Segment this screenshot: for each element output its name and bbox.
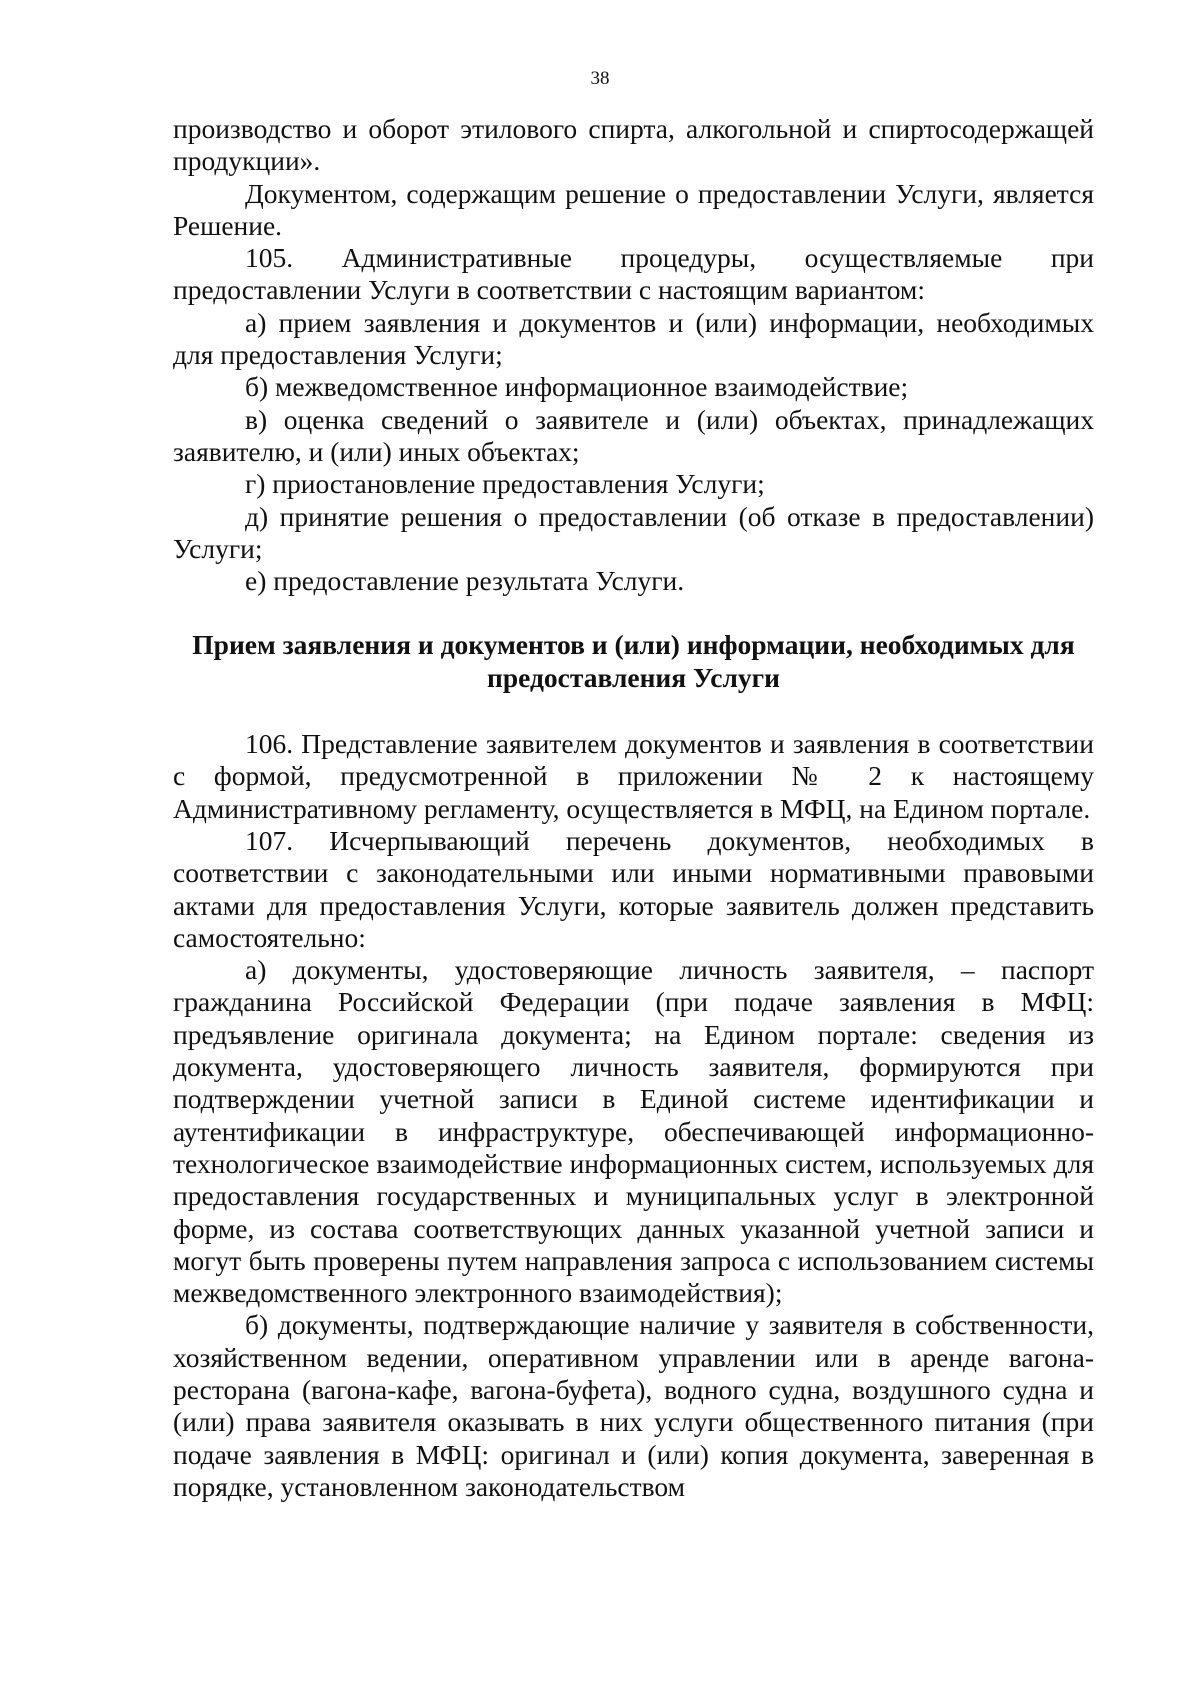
paragraph-106: 106. Представление заявителем документов и заявления в соответствии с формой, предусмотренной в приложении № 2 к настоящему Административному регламенту, осуществляется в МФЦ, на Едином портале.: [173, 728, 1094, 824]
list-item-105-a: а) прием заявления и документов и (или) информации, необходимых для предоставления Услуги;: [173, 306, 1094, 371]
paragraph-continuation: производство и оборот этилового спирта, алкогольной и спиртосодержащей продукции».: [173, 113, 1094, 177]
paragraph-105: 105. Административные процедуры, осуществляемые при предоставлении Услуги в соответствии с настоящим вариантом:: [173, 242, 1094, 306]
paragraph-decision-document: Документом, содержащим решение о предоставлении Услуги, является Решение.: [173, 177, 1094, 241]
list-item-105-g: г) приостановление предоставления Услуги;: [245, 468, 765, 500]
page-content: [173, 113, 1094, 1503]
section-heading: Прием заявления и документов и (или) информации, необходимых для предоставления Услуги: [192, 629, 1075, 693]
paragraph-107: 107. Исчерпывающий перечень документов, необходимых в соответствии с законодательными или иными нормативными правовыми актами для предоставления Услуги, которые заявитель должен представить самостоятельно:: [173, 824, 1094, 953]
list-item-107-b: б) документы, подтверждающие наличие у заявителя в собственности, хозяйственном ведении, оперативном управлении или в аренде вагона-ресторана (вагона-кафе, вагона-буфета), водного судна, воздушного судна и (или) права заявителя оказывать в них услуги общественного питания (при подаче заявления в МФЦ: оригинал и (или) копия документа, заверенная в порядке, установленном законодательством: [173, 1309, 1094, 1502]
list-item-105-v: в) оценка сведений о заявителе и (или) объектах, принадлежащих заявителю, и (или) иных объектах;: [173, 403, 1094, 467]
list-item-105-b: б) межведомственное информационное взаимодействие;: [245, 371, 909, 403]
list-item-105-d: д) принятие решения о предоставлении (об отказе в предоставлении) Услуги;: [173, 500, 1094, 564]
list-item-107-a: а) документы, удостоверяющие личность заявителя, – паспорт гражданина Российской Федерации (при подаче заявления в МФЦ: предъявление оригинала документа; на Едином портале: сведения из документа, удостоверяющего личность заявителя, формируются при подтверждении учетной записи в Единой системе идентификации и аутентификации в инфраструктуре, обеспечивающей информационно-технологическое взаимодействие информационных систем, используемых для предоставления государственных и муниципальных услуг в электронной форме, из состава соответствующих данных указанной учетной записи и могут быть проверены путем направления запроса с использованием системы межведомственного электронного взаимодействия);: [173, 954, 1094, 1309]
page-number: 38: [590, 68, 610, 89]
list-item-105-e: е) предоставление результата Услуги.: [245, 565, 685, 597]
